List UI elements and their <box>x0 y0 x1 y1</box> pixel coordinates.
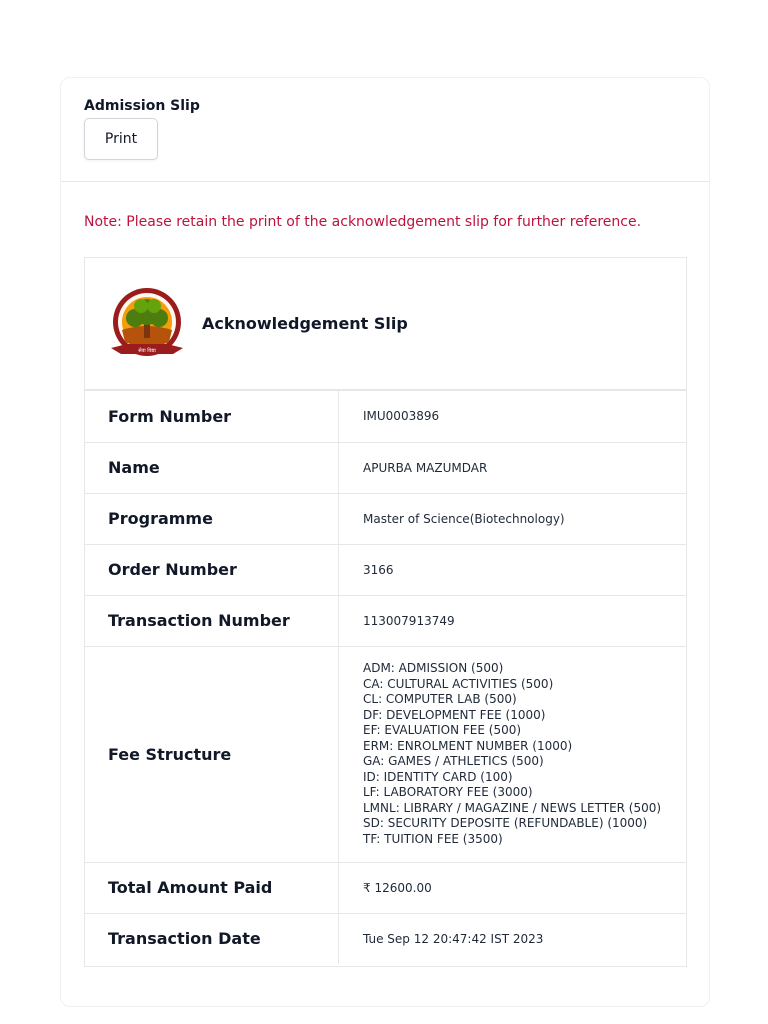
name-value: APURBA MAZUMDAR <box>339 442 687 493</box>
fee-item: ADM: ADMISSION (500) <box>363 661 504 675</box>
total-amount-value: ₹ 12600.00 <box>339 862 687 913</box>
slip-details-table <box>85 391 686 964</box>
table-row <box>85 493 686 544</box>
table-row <box>85 862 686 913</box>
order-number-value: 3166 <box>339 544 687 595</box>
fee-item: ID: IDENTITY CARD (100) <box>363 769 513 784</box>
transaction-date-label: Transaction Date <box>85 913 339 964</box>
fee-structure-list <box>339 646 687 862</box>
programme-value: Master of Science(Biotechnology) <box>339 493 687 544</box>
table-row <box>85 442 686 493</box>
retain-note: Note: Please retain the print of the acknowledgement slip for further reference. <box>84 214 642 230</box>
fee-item: ERM: ENROLMENT NUMBER (1000) <box>363 738 573 753</box>
table-row <box>85 913 686 964</box>
order-number-label: Order Number <box>85 544 339 595</box>
table-row <box>85 544 686 595</box>
slip-header <box>85 258 686 391</box>
logo-motto: सेवा विद्या <box>138 347 156 354</box>
form-number-label: Form Number <box>85 391 339 442</box>
table-row <box>85 595 686 646</box>
university-logo <box>107 286 187 362</box>
fee-item: TF: TUITION FEE (3500) <box>363 831 503 846</box>
name-label: Name <box>85 442 339 493</box>
page-title: Admission Slip <box>84 98 200 114</box>
transaction-number-label: Transaction Number <box>85 595 339 646</box>
acknowledgement-slip <box>84 257 687 967</box>
form-number-value: IMU0003896 <box>363 409 440 424</box>
fee-item: CA: CULTURAL ACTIVITIES (500) <box>363 676 554 691</box>
table-row <box>85 391 686 442</box>
fee-item: LF: LABORATORY FEE (3000) <box>363 785 533 799</box>
programme-label: Programme <box>85 493 339 544</box>
total-amount-label: Total Amount Paid <box>85 862 339 913</box>
fee-item: CL: COMPUTER LAB (500) <box>363 692 517 706</box>
fee-item: DF: DEVELOPMENT FEE (1000) <box>363 707 546 722</box>
fee-item: GA: GAMES / ATHLETICS (500) <box>363 754 544 768</box>
fee-item: LMNL: LIBRARY / MAGAZINE / NEWS LETTER (500) <box>363 800 662 815</box>
admission-slip-card <box>60 77 710 1007</box>
transaction-number-value: 113007913749 <box>339 595 687 646</box>
print-button[interactable]: Print <box>84 118 158 160</box>
fee-item: SD: SECURITY DEPOSITE (REFUNDABLE) (1000) <box>363 816 648 830</box>
fee-structure-label: Fee Structure <box>85 646 339 862</box>
fee-item: EF: EVALUATION FEE (500) <box>363 723 522 737</box>
transaction-date-value: Tue Sep 12 20:47:42 IST 2023 <box>339 913 687 964</box>
slip-title: Acknowledgement Slip <box>202 314 408 333</box>
table-row <box>85 646 686 862</box>
card-header <box>61 78 709 182</box>
